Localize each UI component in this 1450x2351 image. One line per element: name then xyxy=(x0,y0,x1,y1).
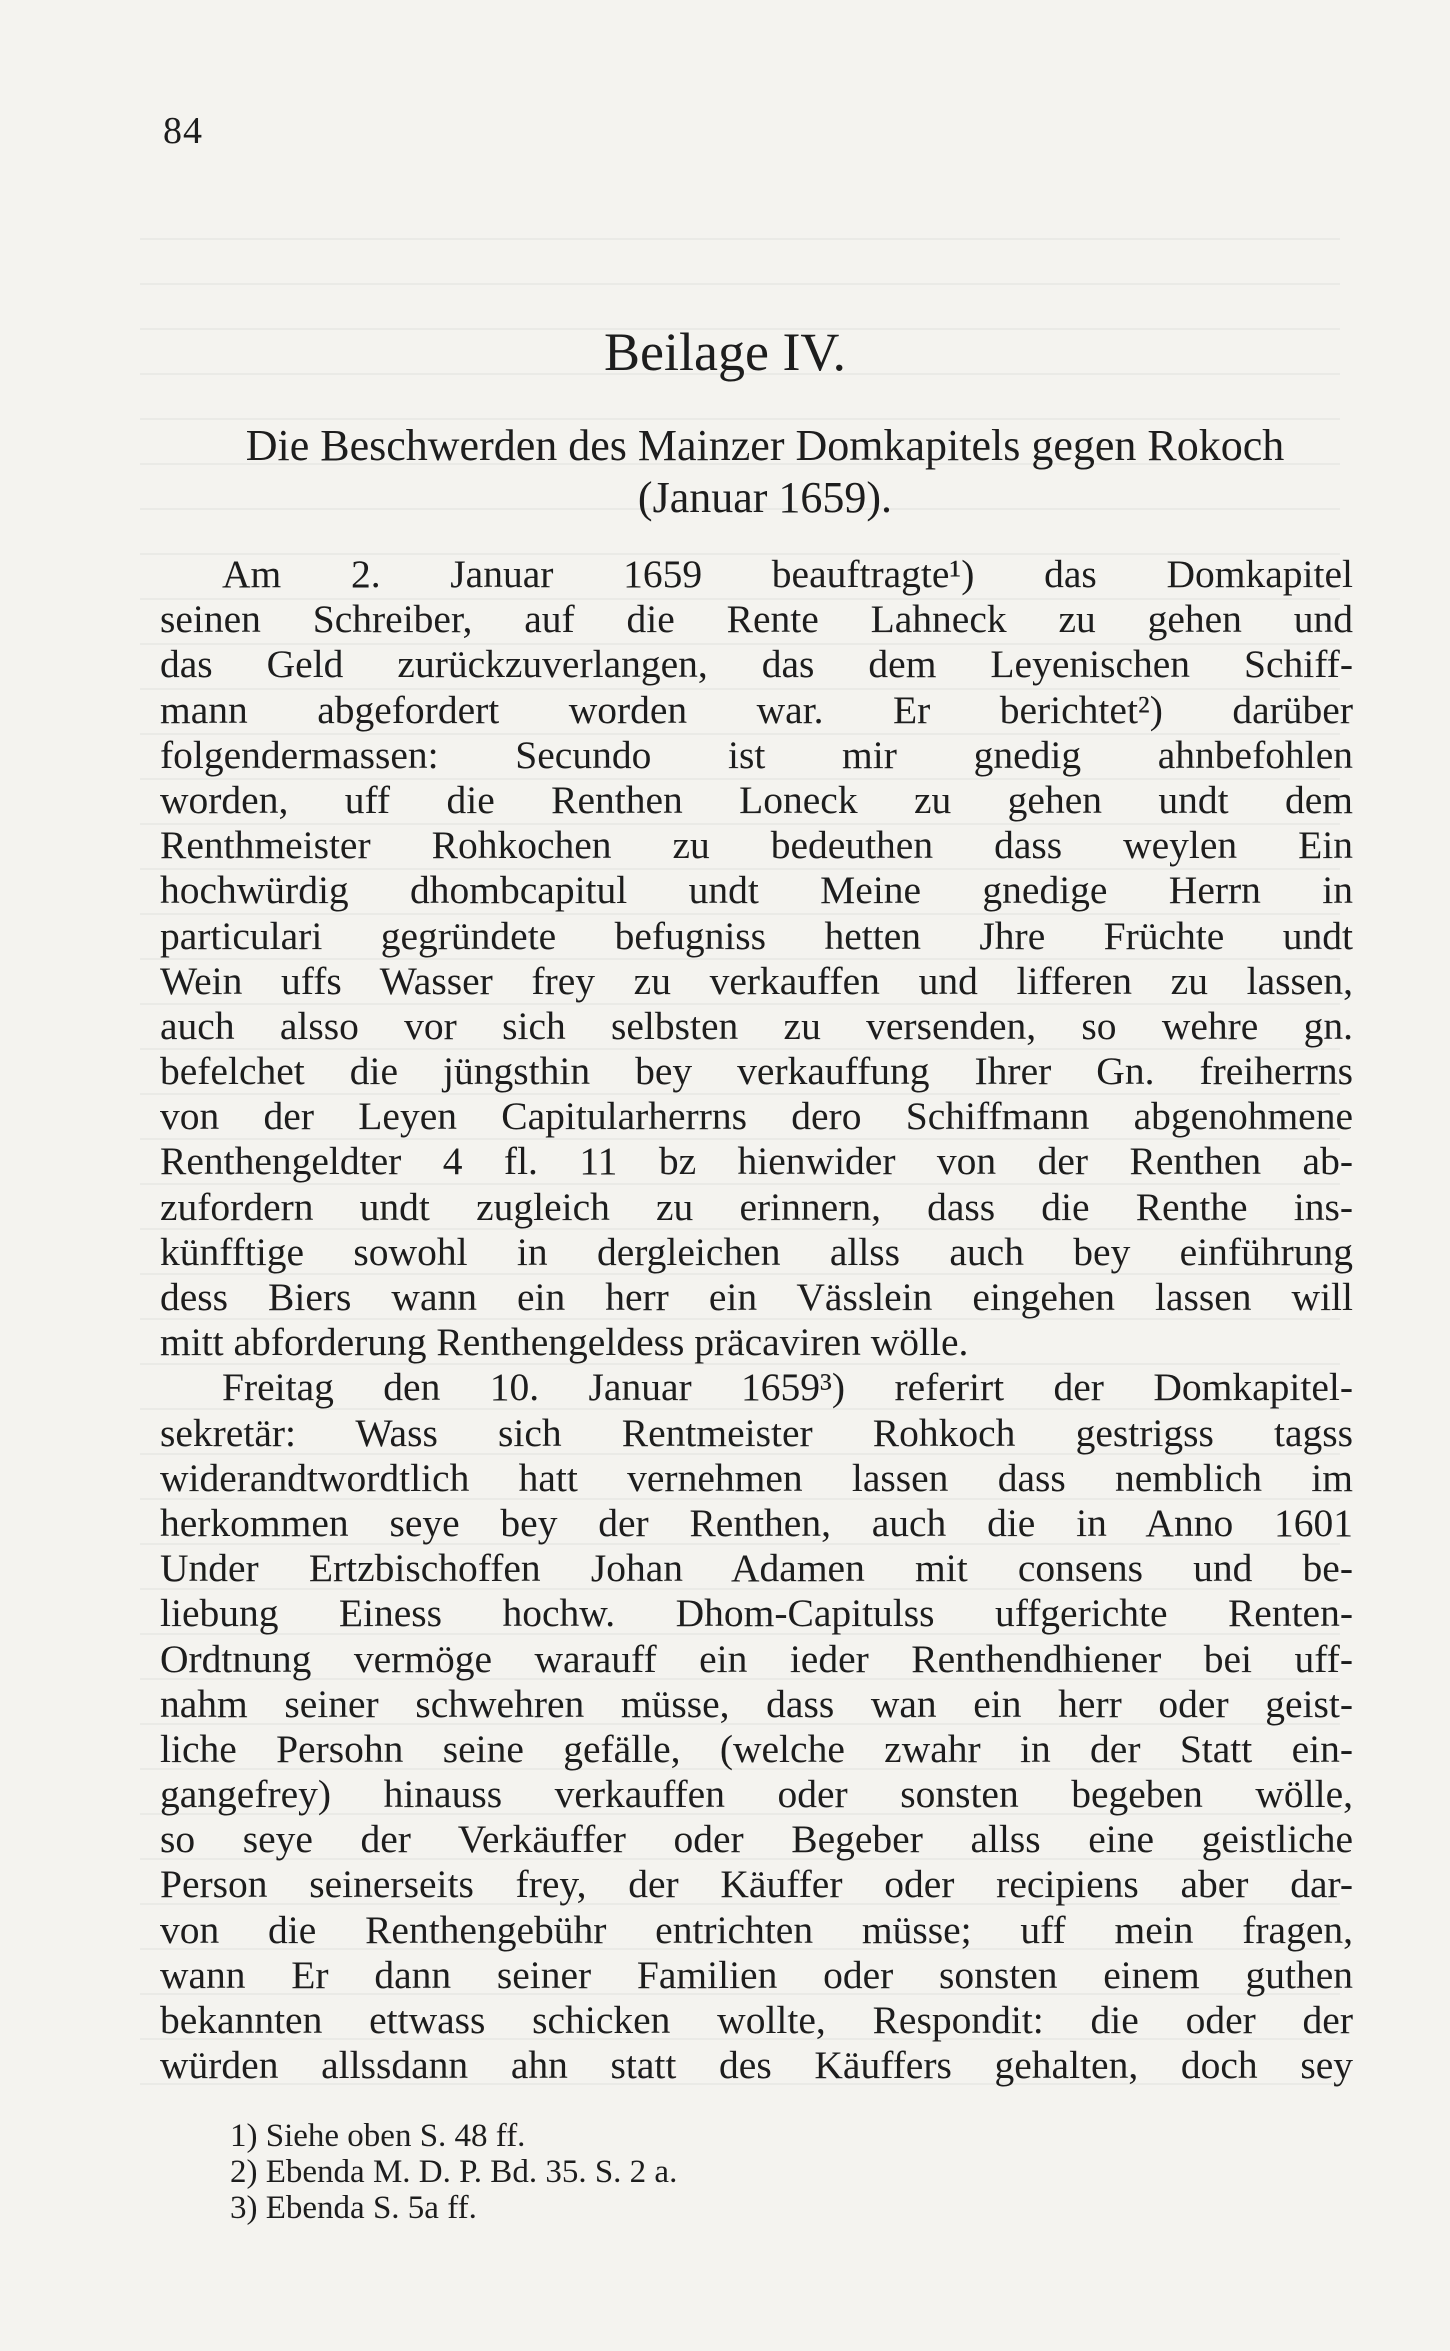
body-line: Person seinerseits frey, der Käuffer oder recipiens aber dar- xyxy=(160,1862,1353,1907)
body-line: liebung Einess hochw. Dhom-Capitulss uffgerichte Renten- xyxy=(160,1591,1353,1636)
body-line: Renthengeldter 4 fl. 11 bz hienwider von der Renthen ab- xyxy=(160,1139,1353,1184)
body-line: bekannten ettwass schicken wollte, Respondit: die oder der xyxy=(160,1998,1353,2042)
subtitle-line-1: Die Beschwerden des Mainzer Domkapitels gegen Rokoch xyxy=(245,421,1285,470)
section-subtitle xyxy=(140,420,1390,524)
body-line: nahm seiner schwehren müsse, dass wan ein herr oder geist- xyxy=(160,1681,1353,1726)
footnote-3: 3) Ebenda S. 5a ff. xyxy=(230,2190,477,2226)
body-line: befelchet die jüngsthin bey verkauffung Ihrer Gn. freiherrns xyxy=(160,1049,1353,1094)
body-line: so seye der Verkäuffer oder Begeber allss eine geistliche xyxy=(160,1817,1353,1862)
footnote-2: 2) Ebenda M. D. P. Bd. 35. S. 2 a. xyxy=(230,2154,678,2190)
section-title: Beilage IV. xyxy=(604,322,846,382)
body-line: zufordern undt zugleich zu erinnern, dass die Renthe ins- xyxy=(160,1184,1353,1229)
body-line: mann abgefordert worden war. Er berichtet²) darüber xyxy=(160,687,1353,732)
body-line: wann Er dann seiner Familien oder sonsten einem guthen xyxy=(160,1952,1353,1997)
body-line: herkommen seye bey der Renthen, auch die in Anno 1601 xyxy=(160,1500,1353,1545)
body-line: von die Renthengebühr entrichten müsse; uff mein fragen, xyxy=(160,1907,1353,1952)
body-line: Wein uffs Wasser frey zu verkauffen und lifferen zu lassen, xyxy=(160,958,1353,1003)
body-line: Am 2. Januar 1659 beauftragte¹) das Domkapitel xyxy=(222,552,1353,596)
body-line: widerandtwordtlich hatt vernehmen lassen dass nemblich im xyxy=(160,1455,1353,1500)
subtitle-line-2: (Januar 1659). xyxy=(637,473,893,522)
body-line: sekretär: Wass sich Rentmeister Rohkoch gestrigss tagss xyxy=(160,1410,1353,1455)
body-line: dess Biers wann ein herr ein Vässlein eingehen lassen will xyxy=(160,1275,1353,1319)
footnote-1: 1) Siehe oben S. 48 ff. xyxy=(230,2118,526,2154)
body-text xyxy=(160,552,1353,2088)
body-line: seinen Schreiber, auf die Rente Lahneck zu gehen und xyxy=(160,597,1353,642)
body-line: auch alsso vor sich selbsten zu versenden, so wehre gn. xyxy=(160,1003,1353,1048)
page-number: 84 xyxy=(163,110,203,152)
body-line: mitt abforderung Renthengeldess präcaviren wölle. xyxy=(160,1320,969,1365)
body-line: künfftige sowohl in dergleichen allss auch bey einführung xyxy=(160,1229,1353,1274)
body-line: Freitag den 10. Januar 1659³) referirt der Domkapitel- xyxy=(222,1365,1353,1410)
body-line: particulari gegründete befugniss hetten Jhre Früchte undt xyxy=(160,913,1353,958)
body-line: Ordtnung vermöge warauff ein ieder Renthendhiener bei uff- xyxy=(160,1636,1353,1681)
body-line: gangefrey) hinauss verkauffen oder sonsten begeben wölle, xyxy=(160,1772,1353,1817)
footnotes xyxy=(230,2118,677,2226)
body-line: worden, uff die Renthen Loneck zu gehen undt dem xyxy=(160,777,1353,822)
body-line: hochwürdig dhombcapitul undt Meine gnedige Herrn in xyxy=(160,868,1353,913)
body-line: Under Ertzbischoffen Johan Adamen mit consens und be- xyxy=(160,1546,1353,1591)
body-line: liche Persohn seine gefälle, (welche zwahr in der Statt ein- xyxy=(160,1726,1353,1771)
body-line: das Geld zurückzuverlangen, das dem Leyenischen Schiff- xyxy=(160,642,1353,687)
body-line: würden allssdann ahn statt des Käuffers gehalten, doch sey xyxy=(160,2043,1353,2088)
body-line: folgendermassen: Secundo ist mir gnedig ahnbefohlen xyxy=(160,732,1353,777)
body-line: Renthmeister Rohkochen zu bedeuthen dass weylen Ein xyxy=(160,823,1353,868)
body-line: von der Leyen Capitularherrns dero Schiffmann abgenohmene xyxy=(160,1094,1353,1139)
